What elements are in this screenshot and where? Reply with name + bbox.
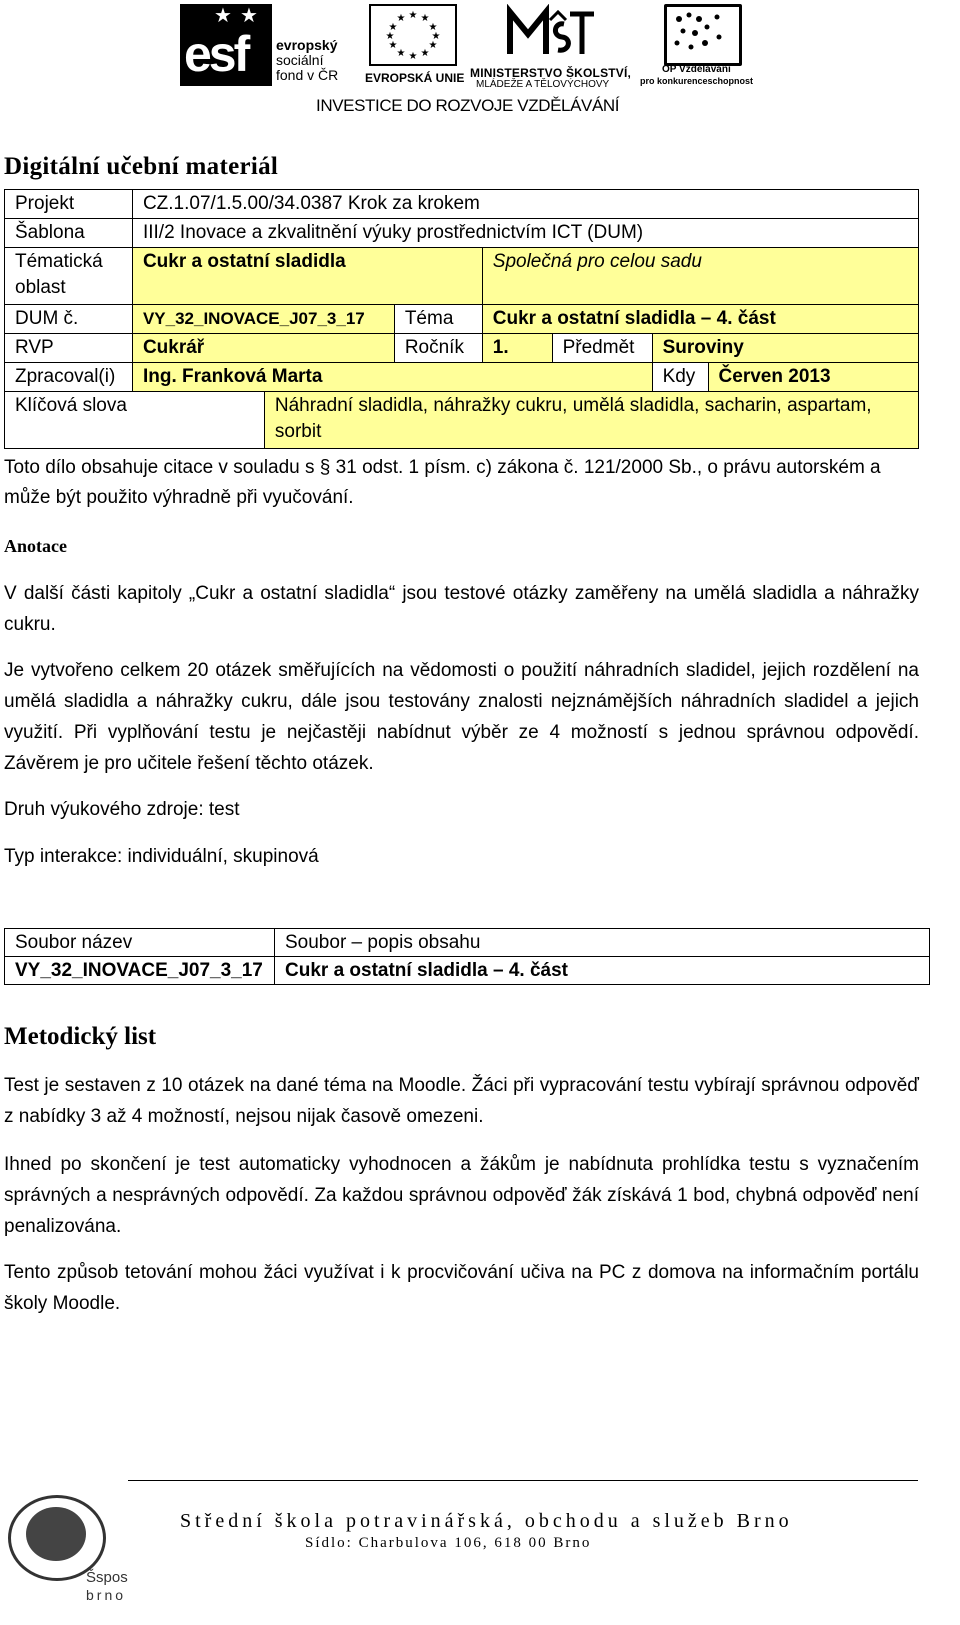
predmet-label: Předmět (552, 334, 652, 363)
header-tagline: INVESTICE DO ROZVOJE VZDĚLÁVÁNÍ (316, 96, 620, 115)
file-desc: Cukr a ostatní sladidla – 4. část (275, 957, 930, 985)
table-row (5, 305, 919, 334)
opvk-line1: OP Vzdělávání (662, 64, 731, 75)
table-row (5, 929, 930, 957)
esf-line3: fond v ČR (276, 67, 339, 83)
esf-words (276, 38, 338, 83)
sablona-label: Šablona (5, 219, 133, 248)
file-name: VY_32_INOVACE_J07_3_17 (5, 957, 275, 985)
rocnik-value: 1. (482, 334, 552, 363)
tema-value: Cukr a ostatní sladidla – 4. část (482, 305, 918, 334)
svg-text:★: ★ (408, 10, 418, 21)
metod-paragraph: Tento způsob tetování mohou žáci využívat i k procvičování učiva na PC z domova na informačním portálu školy Moodle. (4, 1262, 919, 1314)
svg-text:★: ★ (431, 31, 441, 42)
esf-line2: sociální (276, 52, 324, 68)
zpracoval-value: Ing. Franková Marta (132, 363, 652, 392)
projekt-value: CZ.1.07/1.5.00/34.0387 Krok za krokem (132, 190, 918, 219)
esf-mark-text: esf (184, 26, 248, 82)
dum-value: VY_32_INOVACE_J07_3_17 (132, 305, 394, 334)
annotation-paragraph: V další části kapitoly „Cukr a ostatní sladidla“ jsou testové otázky zaměřeny na umělá sladidla a náhražky cukru. (4, 583, 919, 635)
esf-mark (180, 4, 272, 86)
kdy-label: Kdy (652, 363, 708, 392)
tematicka-note: Společná pro celou sadu (482, 248, 918, 305)
footer-school-name: Střední škola potravinářská, obchodu a služeb Brno (180, 1510, 793, 1532)
annotation-heading: Anotace (4, 536, 67, 556)
tematicka-label: Tématická oblast (5, 248, 133, 305)
footer-divider (128, 1480, 918, 1481)
svg-text:★: ★ (428, 22, 438, 33)
resource-type: Druh výukového zdroje: test (4, 799, 240, 820)
dum-label: DUM č. (5, 305, 133, 334)
school-logo-name: Šspos (86, 1569, 128, 1586)
star-icon: ★ (240, 5, 258, 27)
table-row (5, 392, 919, 449)
copyright-note: Toto dílo obsahuje citace v souladu s § 31 odst. 1 písm. c) zákona č. 121/2000 Sb., o právu autorském a může být použito výhradně při vyučování. (4, 457, 881, 508)
sablona-value: III/2 Inovace a zkvalitnění výuky prostřednictvím ICT (DUM) (132, 219, 918, 248)
annotation-paragraph: Je vytvořeno celkem 20 otázek směřujících na vědomosti o použití náhradních sladidel, jejich rozdělení na umělá sladidla a náhražky cukru, dále jsou testovány znalosti nejznámějších náhradních sladidel a jejich využití. Při vyplňování testu je nejčastěji nabídnut výběr ze 4 možností s jednou správnou odpovědí. Závěrem je pro učitele řešení těchto otázek. (4, 660, 919, 774)
tematicka-value: Cukr a ostatní sladidla (132, 248, 482, 305)
metadata-table (4, 189, 919, 449)
klicova-value: Náhradní sladidla, náhražky cukru, umělá sladidla, sacharin, aspartam, sorbit (264, 392, 918, 449)
kdy-value: Červen 2013 (708, 363, 918, 392)
table-row (5, 248, 919, 305)
svg-text:★: ★ (396, 13, 406, 24)
metod-heading: Metodický list (4, 1023, 157, 1050)
interaction-type: Typ interakce: individuální, skupinová (4, 846, 319, 867)
school-logo (4, 1495, 128, 1620)
table-row (5, 190, 919, 219)
esf-logo (180, 4, 360, 86)
svg-text:★: ★ (428, 40, 438, 51)
svg-text:★: ★ (385, 31, 395, 42)
school-logo-center (26, 1507, 86, 1561)
svg-text:★: ★ (420, 13, 430, 24)
predmet-value: Suroviny (652, 334, 918, 363)
files-header-name: Soubor název (5, 929, 275, 957)
svg-text:★: ★ (408, 51, 418, 62)
opvk-logo (640, 4, 760, 86)
page-title: Digitální učební materiál (4, 153, 279, 180)
table-row (5, 219, 919, 248)
rvp-label: RVP (5, 334, 133, 363)
msmt-line1: MINISTERSTVO ŠKOLSTVÍ, (470, 66, 632, 80)
eu-label: EVROPSKÁ UNIE (365, 71, 465, 85)
klicova-label: Klíčová slova (5, 392, 265, 449)
esf-line1: evropský (276, 37, 338, 53)
msmt-mark-icon (506, 4, 596, 62)
metod-paragraph: Test je sestaven z 10 otázek na dané téma na Moodle. Žáci při vypracování testu vybírají správnou odpověď z nabídky 3 až 4 možností, nejsou nijak časově omezeni. (4, 1075, 919, 1127)
files-header-desc: Soubor – popis obsahu (275, 929, 930, 957)
files-table (4, 928, 930, 985)
star-icon: ★ (214, 5, 232, 27)
footer-address: Sídlo: Charbulova 106, 618 00 Brno (305, 1535, 592, 1551)
svg-text:★: ★ (396, 48, 406, 59)
header-logos (0, 0, 960, 125)
svg-text:★: ★ (388, 22, 398, 33)
opvk-line2: pro konkurenceschopnost (640, 76, 754, 86)
table-row (5, 334, 919, 363)
msmt-line2: MLÁDEŽE A TĚLOVÝCHOVY (476, 79, 610, 90)
metod-paragraph: Ihned po skončení je test automaticky vyhodnocen a žákům je nabídnuta prohlídka testu s vyznačením správných a nesprávných odpovědí. Za každou správnou odpověď žák získává 1 bod, chybná odpověď není penalizována. (4, 1154, 919, 1237)
zpracoval-label: Zpracoval(i) (5, 363, 133, 392)
rocnik-label: Ročník (394, 334, 482, 363)
table-row (5, 957, 930, 985)
svg-text:★: ★ (420, 48, 430, 59)
svg-text:★: ★ (388, 40, 398, 51)
rvp-value: Cukrář (132, 334, 394, 363)
eu-flag-icon (369, 4, 457, 66)
opvk-mark-icon (664, 4, 742, 66)
msmt-logo (470, 4, 640, 90)
table-row (5, 363, 919, 392)
tema-label: Téma (394, 305, 482, 334)
eu-logo (365, 4, 465, 86)
school-logo-city: brno (86, 1587, 127, 1603)
projekt-label: Projekt (5, 190, 133, 219)
